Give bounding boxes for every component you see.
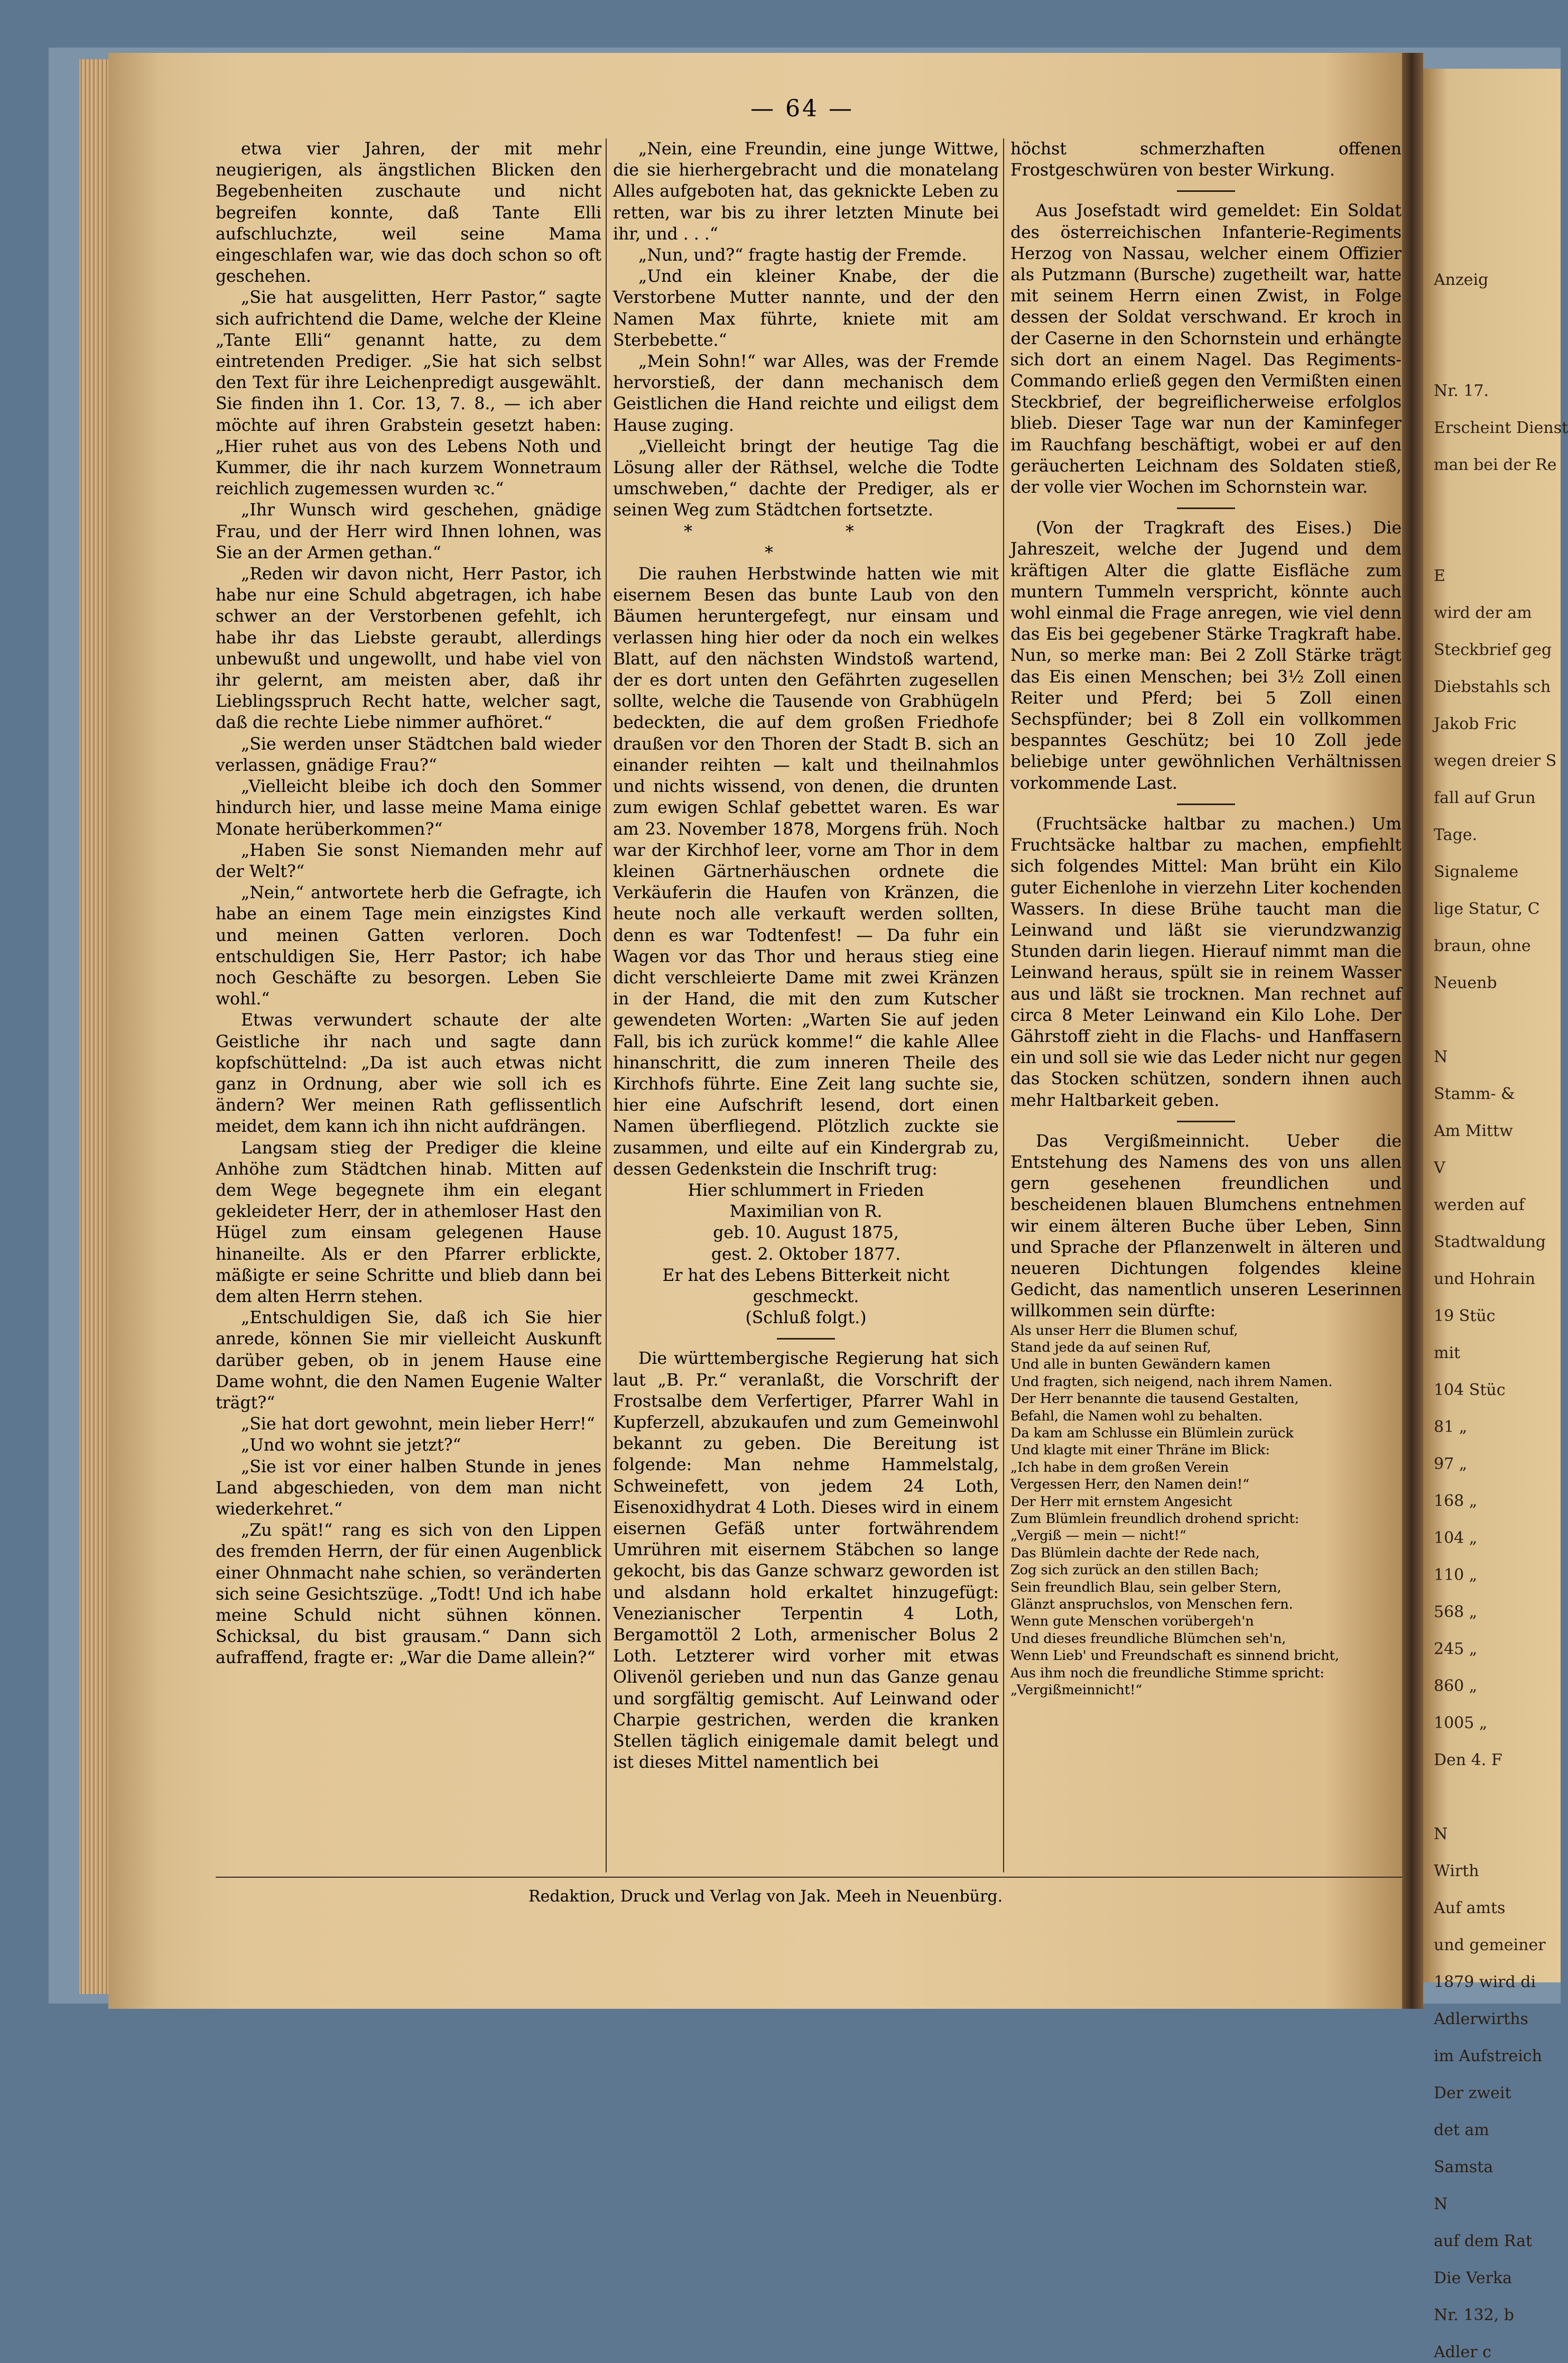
story-paragraph: „Reden wir davon nicht, Herr Pastor, ich habe nur eine Schuld abgetragen, ich habe schwer an der Verstorbenen gefehlt, ich habe ihr das Liebste geraubt, allerdings unbewußt und ungewollt, und habe viel von ihr gelernt, am meisten aber, daß ihr Lieblingsspruch Recht hatte, welcher sagt, daß die rechte Liebe nimmer aufhöret.“ xyxy=(216,565,601,733)
next-page-line: Die Verka xyxy=(1434,2269,1513,2287)
next-page-line xyxy=(1434,196,1561,217)
next-page-line xyxy=(1434,1010,1561,1031)
story-continuation xyxy=(613,139,999,521)
footer-rule xyxy=(216,1877,1402,1878)
poem-line: Befahl, die Namen wohl zu behalten. xyxy=(1010,1408,1263,1424)
column-rule-1 xyxy=(606,139,607,1872)
column-2 xyxy=(613,139,999,1773)
story-paragraph: „Nein,“ antwortete herb die Gefragte, ich habe an einem Tage mein einzigstes Kind und meinen Gatten verloren. Doch entschuldigen Sie, Herr Pastor; ich habe noch Geschäfte zu besorgen. Leben Sie wohl.“ xyxy=(216,883,601,1009)
next-page-line: Am Mittw xyxy=(1434,1122,1513,1140)
next-page-edge xyxy=(1423,69,1568,2361)
story-paragraph: „Und ein kleiner Knabe, der die Verstorbene Mutter nannte, und der den Namen Max führte, kniete mit am Sterbebette.“ xyxy=(613,267,999,350)
poem-line: Der Herr benannte die tausend Gestalten, xyxy=(1010,1391,1299,1407)
next-page-line xyxy=(1434,344,1561,365)
next-page-line: 1879 wird di xyxy=(1434,1973,1536,1991)
separator-rule xyxy=(1177,804,1235,805)
inscription-line: geb. 10. August 1875, xyxy=(713,1223,899,1243)
poem-line: Als unser Herr die Blumen schuf, xyxy=(1010,1322,1238,1339)
inscription-last-line: Er hat des Lebens Bitterkeit nicht geschmeckt. xyxy=(662,1266,950,1306)
next-page-line: 860 „ xyxy=(1434,1677,1478,1695)
next-page-line: 568 „ xyxy=(1434,1603,1478,1621)
next-page-line: wegen dreier S xyxy=(1434,752,1557,770)
story-paragraph: etwa vier Jahren, der mit mehr neugierigen, als ängstlichen Blicken den Begebenheiten zuschaute und nicht begreifen konnte, daß Tante Elli aufschluchzte, weil seine Mama eingeschlafen war, wie das doch schon so oft geschehen. xyxy=(216,140,601,287)
next-page-line: 97 „ xyxy=(1434,1455,1468,1473)
story-paragraph: „Sie hat dort gewohnt, mein lieber Herr!“ xyxy=(241,1415,595,1434)
poem-line: „Vergiß — mein — nicht!“ xyxy=(1010,1528,1186,1544)
poem-line: Zog sich zurück an den stillen Bach; xyxy=(1010,1562,1259,1579)
next-page-line: 81 „ xyxy=(1434,1418,1468,1436)
next-page-line: im Aufstreich xyxy=(1434,2047,1542,2065)
next-page-line: Stadtwaldung xyxy=(1434,1233,1546,1251)
story-paragraph: „Mein Sohn!“ war Alles, was der Fremde hervorstieß, der dann mechanisch dem Geistlichen die Hand reichte und eiligst dem Hause zuging. xyxy=(613,352,999,435)
news-josefstadt: Aus Josefstadt wird gemeldet: Ein Soldat des österreichischen Infanterie-Regiments Herzog von Nassau, welcher einem Offizier als Putzmann (Bursche) zugetheilt war, hatte mit seinem Herrn einen Zwist, in Folge dessen der Soldat verschwand. Er kroch in der Caserne in den Schornstein und erhängte sich dort an einem Nagel. Das Regiments-Commando erließ gegen den Vermißten einen Steckbrief, der begreiflicherweise erfolglos blieb. Dieser Tage war nun der Kaminfeger im Rauchfang beschäftigt, wobei er auf den geräucherten Leichnam des Soldaten stieß, der volle vier Wochen im Schornstein war. xyxy=(1010,201,1402,497)
story-paragraph: „Zu spät!“ rang es sich von den Lippen des fremden Herrn, der für einen Augenblick einer Ohnmacht nahe schien, so veränderten sich seine Gesichtszüge. „Todt! Und ich habe meine Schuld nicht sühnen können. Schicksal, du bist grausam.“ Dann sich aufraffend, fragte er: „War die Dame allein?“ xyxy=(216,1521,601,1668)
poem-line: „Ich habe in dem großen Verein xyxy=(1010,1459,1229,1475)
column-rule-2 xyxy=(1003,139,1004,1872)
next-page-line: Den 4. F xyxy=(1434,1751,1502,1769)
next-page-line: Erscheint Dienst xyxy=(1434,419,1568,437)
grave-inscription xyxy=(613,1180,999,1265)
next-page-line: Der zweit xyxy=(1434,2084,1511,2102)
next-page-line: 104 Stüc xyxy=(1434,1381,1506,1399)
next-page-line: Wirth xyxy=(1434,1862,1479,1880)
story-paragraph: „Nein, eine Freundin, eine junge Wittwe, die sie hierhergebracht und die monatelang Alles aufgeboten hat, das geknickte Leben zu retten, war bis zu ihrer letzten Minute bei ihr, und . . .“ xyxy=(613,140,999,244)
next-page-line: mit xyxy=(1434,1344,1461,1362)
next-page-line: Nr. 17. xyxy=(1434,382,1489,400)
book-gutter xyxy=(1402,53,1423,2009)
story-paragraph: Die rauhen Herbstwinde hatten wie mit eisernem Besen das bunte Laub von den Bäumen heruntergefegt, nur einsam und verlassen hing hier oder da noch ein welkes Blatt, auf den nächsten Windstoß wartend, der es dort unten den Gefährten zugesellen sollte, welche die Tausende von Grabhügeln bedeckten, die auf dem großen Friedhofe draußen vor den Thoren der Stadt B. sich an einander reihten — kalt und theilnahmlos und nichts wissend, von denen, die drunten zum ewigen Schlaf gebettet waren. Es war am 23. November 1878, Morgens früh. Noch war der Kirchhof leer, vorne am Thor in dem kleinen Gärtnerhäuschen ordnete die Verkäuferin die Haufen von Kränzen, die heute noch alle verkauft werden sollten, denn es war Todtenfest! — Da fuhr ein Wagen vor das Thor und heraus stieg eine dicht verschleierte Dame mit zwei Kränzen in der Hand, die mit den zum Kutscher gewendeten Worten: „Warten Sie auf jeden Fall, bis ich zurück komme!“ die kahle Allee hinanschritt, die zum inneren Theile des Kirchhofs führte. Eine Zeit lang suchte sie, hier eine Aufschrift lesend, dort einen Namen überfliegend. Plötzlich zuckte sie zusammen, und eilte auf ein Kindergrab zu, dessen Gedenkstein die Inschrift trug: xyxy=(613,565,999,1179)
next-page-line: Signaleme xyxy=(1434,863,1519,881)
poem-line: Wenn gute Menschen vorübergeh'n xyxy=(1010,1613,1254,1630)
poem-line: Aus ihm noch die freundliche Stimme spricht: xyxy=(1010,1665,1324,1681)
story-paragraph: „Entschuldigen Sie, daß ich Sie hier anrede, können Sie mir vielleicht Auskunft darüber geben, ob in jenem Hause eine Dame wohnt, die den Namen Eugenie Walter trägt?“ xyxy=(216,1308,601,1413)
next-page-line: Anzeig xyxy=(1434,271,1489,289)
story-paragraph: „Ihr Wunsch wird geschehen, gnädige Frau, und der Herr wird Ihnen lohnen, was Sie an der Armen gethan.“ xyxy=(216,501,601,562)
news-eis: (Von der Tragkraft des Eises.) Die Jahreszeit, welche der Jugend und dem kräftigen Alter die glatte Eisfläche zum muntern Tummeln verspricht, könnte auch wohl einmal die Frage anregen, wie viel denn das Eis bei gegebener Stärke Tragkraft habe. Nun, so merke man: Bei 2 Zoll Stärke trägt das Eis einen Menschen; bei 3½ Zoll einen Reiter und Pferd; bei 5 Zoll einen Sechspfünder; bei 8 Zoll ein vollkommen bespanntes Geschütz; bei 10 Zoll jede beliebige unter gewöhnlichen Verhältnissen vorkommende Last. xyxy=(1010,519,1402,793)
poem-line: Das Blümlein dachte der Rede nach, xyxy=(1010,1545,1260,1561)
next-page-line xyxy=(1434,122,1561,143)
imprint-footer: Redaktion, Druck und Verlag von Jak. Meeh in Neuenbürg. xyxy=(528,1887,1003,1906)
poem-line: „Vergißmeinnicht!“ xyxy=(1010,1682,1143,1699)
next-page-line: braun, ohne xyxy=(1434,937,1531,955)
poem-line: Wenn Lieb' und Freundschaft es sinnend bricht, xyxy=(1010,1648,1340,1664)
story-paragraph: „Nun, und?“ fragte hastig der Fremde. xyxy=(638,246,967,265)
poem-line: Und alle in bunten Gewändern kamen xyxy=(1010,1356,1271,1373)
next-page-line: V xyxy=(1434,1159,1445,1177)
to-be-continued: (Schluß folgt.) xyxy=(745,1308,867,1328)
story-paragraph: „Sie hat ausgelitten, Herr Pastor,“ sagte sich aufrichtend die Dame, welche der Kleine „Tante Elli“ genannt hatte, zu dem eintretenden Prediger. „Sie hat sich selbst den Text für ihre Leichenpredigt ausgewählt. Sie finden ihn 1. Cor. 13, 7. 8., — ich aber möchte auf ihren Grabstein gesetzt haben: „Hier ruhet aus von des Lebens Noth und Kummer, die ihr nach kurzem Wonnetraum reichlich zugemessen wurden ꝛc.“ xyxy=(216,288,601,499)
next-page-line: Auf amts xyxy=(1434,1899,1506,1917)
separator-rule xyxy=(1177,1121,1235,1122)
next-page-line: 19 Stüc xyxy=(1434,1307,1496,1325)
next-page-line xyxy=(1434,529,1561,550)
next-page-line: Neuenb xyxy=(1434,974,1497,992)
next-page-line xyxy=(1434,1787,1561,1808)
next-page-line: 168 „ xyxy=(1434,1492,1478,1510)
next-page-line: E xyxy=(1434,567,1445,585)
next-page-line: 1005 „ xyxy=(1434,1714,1488,1732)
next-page-line: auf dem Rat xyxy=(1434,2232,1533,2250)
poem-line: Sein freundlich Blau, sein gelber Stern, xyxy=(1010,1579,1282,1595)
next-page-line: Adler c xyxy=(1434,2343,1491,2361)
next-page-line: und gemeiner xyxy=(1434,1936,1546,1954)
news-continuation: höchst schmerzhaften offenen Frostgeschwüren von bester Wirkung. xyxy=(1010,140,1402,180)
next-page-line: Tage. xyxy=(1434,826,1478,844)
poem xyxy=(1010,1322,1402,1699)
news-fruchtsaecke: (Fruchtsäcke haltbar zu machen.) Um Fruchtsäcke haltbar zu machen, empfiehlt sich folgendes Mittel: Man brüht ein Kilo guter Eichenlohe in vierzehn Liter kochenden Wassers. In diese Brühe taucht man die Leinwand und läßt sie vierundzwanzig Stunden darin liegen. Hierauf nimmt man die Leinwand heraus, spült sie in reinem Wasser aus und läßt sie trocknen. Man rechnet auf circa 8 Meter Leinwand ein Kilo Lohe. Der Gährstoff zieht in die Flachs- und Hanffasern ein und soll sie wie das Leder nicht nur gegen das Stocken schützen, sondern ihnen auch mehr Haltbarkeit geben. xyxy=(1010,814,1402,1110)
separator-rule xyxy=(1177,507,1235,509)
poem-line: Und fragten, sich neigend, nach ihrem Namen. xyxy=(1010,1373,1333,1390)
poem-line: Und dieses freundliche Blümchen seh'n, xyxy=(1010,1630,1286,1647)
next-page-line: man bei der Re xyxy=(1434,456,1557,474)
next-page-line: Stamm- & xyxy=(1434,1085,1515,1103)
next-page-line: Diebstahls sch xyxy=(1434,678,1551,696)
next-page-line: Steckbrief geg xyxy=(1434,641,1552,659)
next-page-line: N xyxy=(1434,1048,1448,1066)
next-page-line: fall auf Grun xyxy=(1434,789,1536,807)
next-page-line: Samsta xyxy=(1434,2158,1493,2176)
separator-rule xyxy=(1177,190,1235,192)
story-paragraph: „Sie werden unser Städtchen bald wieder verlassen, gnädige Frau?“ xyxy=(216,734,601,775)
next-page-line xyxy=(1434,307,1561,328)
next-page-line xyxy=(1434,159,1561,180)
next-page-line: werden auf xyxy=(1434,1196,1525,1214)
next-page-line: und Hohrain xyxy=(1434,1270,1536,1288)
next-page-line: det am xyxy=(1434,2121,1489,2139)
next-page-line xyxy=(1434,492,1561,513)
column-1 xyxy=(216,139,601,1669)
next-page-line: lige Statur, C xyxy=(1434,900,1540,918)
story-paragraph: Etwas verwundert schaute der alte Geistliche ihr nach und sagte dann kopfschüttelnd: „Da ist auch etwas nicht ganz in Ordnung, aber wie soll ich es ändern? Wer meinen Rath geflissentlich meidet, dem kann ich ihn nicht aufdrängen. xyxy=(216,1011,601,1137)
poem-line: Zum Blümlein freundlich drohend spricht: xyxy=(1010,1511,1300,1527)
story-paragraph: „Und wo wohnt sie jetzt?“ xyxy=(241,1436,461,1455)
next-page-line: N xyxy=(1434,2195,1448,2213)
next-page-line: 104 „ xyxy=(1434,1529,1478,1547)
separator-rule xyxy=(777,1338,835,1340)
inscription-line: Maximilian von R. xyxy=(729,1202,883,1222)
next-page-line: wird der am xyxy=(1434,604,1532,622)
next-page-line: Adlerwirths xyxy=(1434,2010,1528,2028)
story-paragraph: Langsam stieg der Prediger die kleine Anhöhe zum Städtchen hinab. Mitten auf dem Wege begegnete ihm ein elegant gekleideter Herr, der in athemloser Hast den Hügel zum einsam gelegenen Hause hinaneilte. Als er den Pfarrer erblickte, mäßigte er seine Schritte und blieb dann bei dem alten Herrn stehen. xyxy=(216,1138,601,1306)
next-page-line: 245 „ xyxy=(1434,1640,1478,1658)
story-paragraph: „Sie ist vor einer halben Stunde in jenes Land abgeschieden, von dem man nicht wiederkehret.“ xyxy=(216,1457,601,1519)
next-page-line: 110 „ xyxy=(1434,1566,1478,1584)
poem-line: Stand jede da auf seinen Ruf, xyxy=(1010,1339,1211,1355)
news-frostsalbe: Die württembergische Regierung hat sich laut „B. Pr.“ veranlaßt, die Vorschrift der Frostsalbe dem Verfertiger, Pfarrer Wahl in Kupferzell, abzukaufen und zum Gemeinwohl bekannt zu geben. Die Bereitung ist folgende: Man nehme Hammelstalg, Schweinefett, von jedem 24 Loth, Eisenoxidhydrat 4 Loth. Dieses wird in einem eisernen Gefäß unter fortwährendem Umrühren mit eisernem Stäbchen so lange gekocht, bis das Ganze schwarz geworden ist und alsdann hold erkaltet hinzugefügt: Venezianischer Terpentin 4 Loth, Bergamottöl 2 Loth, armenischer Bolus 2 Loth. Letzterer wird vorher mit etwas Olivenöl gerieben und nun das Ganze genau und sorgfältig gemischt. Auf Leinwand oder Charpie gestrichen, werden die kranken Stellen täglich einigemale damit belegt und ist dieses Mittel namentlich bei xyxy=(613,1349,999,1773)
story-paragraph: „Vielleicht bleibe ich doch den Sommer hindurch hier, und lasse meine Mama einige Monate herüberkommen?“ xyxy=(216,777,601,839)
story-paragraph: „Haben Sie sonst Niemanden mehr auf der Welt?“ xyxy=(216,841,601,881)
poem-line: Glänzt anspruchslos, von Menschen fern. xyxy=(1010,1596,1293,1613)
poem-line: Der Herr mit ernstem Angesicht xyxy=(1010,1493,1232,1510)
page-number: — 64 — xyxy=(750,95,854,122)
column-3 xyxy=(1010,139,1402,1699)
section-stars: * * * xyxy=(684,522,928,562)
next-page-line: Jakob Fric xyxy=(1434,715,1517,733)
poem-line: Vergessen Herr, den Namen dein!“ xyxy=(1010,1476,1250,1493)
next-page-line xyxy=(1434,233,1561,254)
story-paragraph: „Vielleicht bringt der heutige Tag die Lösung aller der Räthsel, welche die Todte umschweben,“ dachte der Prediger, als er seinen Weg zum Städtchen fortsetzte. xyxy=(613,437,999,520)
poem-line: Da kam am Schlusse ein Blümlein zurück xyxy=(1010,1425,1294,1441)
inscription-line: gest. 2. Oktober 1877. xyxy=(711,1244,901,1264)
next-page-line: N xyxy=(1434,1825,1448,1843)
next-page-line xyxy=(1434,85,1561,106)
news-vergissmeinnicht: Das Vergißmeinnicht. Ueber die Entstehung des Namens des von uns allen gern gesehenen freundlichen und bescheidenen blauen Blumchens entnehmen wir einem älteren Buche über Leben, Sinn und Sprache der Pflanzenwelt in älteren und neueren Dichtungen folgendes kleine Gedicht, das namentlich unseren Leserinnen willkommen sein dürfte: xyxy=(1010,1131,1402,1321)
inscription-line: Hier schlummert in Frieden xyxy=(688,1180,924,1200)
poem-line: Und klagte mit einer Thräne im Blick: xyxy=(1010,1442,1270,1459)
next-page-line: Nr. 132, b xyxy=(1434,2306,1514,2324)
